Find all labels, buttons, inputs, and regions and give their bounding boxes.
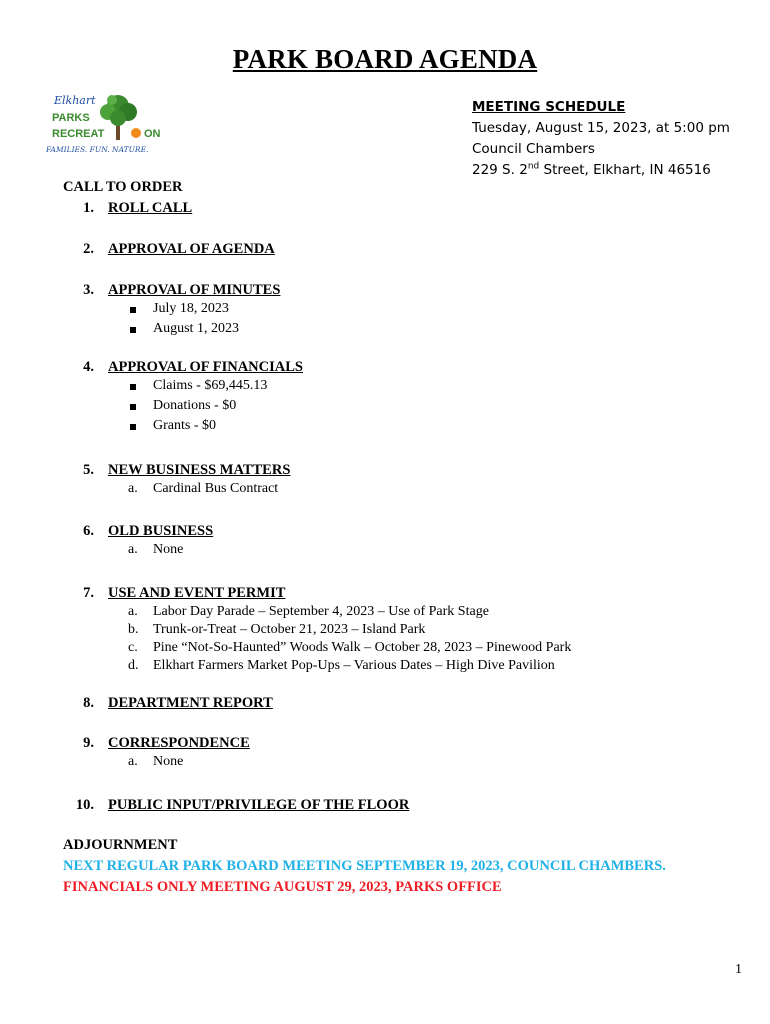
- sub-item-text: August 1, 2023: [153, 321, 239, 336]
- agenda-item-number: 5.: [83, 462, 94, 478]
- sub-item-letter: a.: [128, 542, 138, 557]
- page-title: PARK BOARD AGENDA: [232, 44, 538, 74]
- agenda-item-title: APPROVAL OF AGENDA: [108, 241, 275, 257]
- schedule-address: 229 S. 2nd Street, Elkhart, IN 46516: [472, 161, 711, 178]
- sub-item-text: Trunk-or-Treat – October 21, 2023 – Island Park: [153, 622, 426, 637]
- agenda-item-number: 7.: [83, 585, 94, 601]
- sub-item-text: Claims - $69,445.13: [153, 378, 268, 393]
- agenda-item-title: USE AND EVENT PERMIT: [108, 585, 286, 601]
- agenda-item-title: APPROVAL OF FINANCIALS: [108, 359, 303, 375]
- agenda-item-title: PUBLIC INPUT/PRIVILEGE OF THE FLOOR: [108, 797, 410, 813]
- logo-tagline: FAMILIES. FUN. NATURE.: [46, 145, 149, 154]
- square-bullet-icon: [130, 384, 136, 390]
- call-to-order: CALL TO ORDER: [63, 179, 183, 195]
- agenda-item-number: 6.: [83, 523, 94, 539]
- schedule-date: Tuesday, August 15, 2023, at 5:00 pm: [472, 120, 730, 136]
- sub-item-letter: a.: [128, 754, 138, 769]
- agenda-item-number: 4.: [83, 359, 94, 375]
- logo-elkhart-text: Elkhart: [54, 94, 96, 107]
- square-bullet-icon: [130, 404, 136, 410]
- agenda-item-title: APPROVAL OF MINUTES: [108, 282, 281, 298]
- agenda-item-number: 2.: [83, 241, 94, 257]
- next-meeting-notice: NEXT REGULAR PARK BOARD MEETING SEPTEMBER 19, 2023, COUNCIL CHAMBERS.: [63, 858, 666, 874]
- logo-recreation-text: RECREAT: [52, 128, 105, 140]
- page-number: 1: [735, 962, 742, 977]
- sub-item-letter: d.: [128, 658, 139, 673]
- square-bullet-icon: [130, 307, 136, 313]
- agenda-item-number: 1.: [83, 200, 94, 216]
- square-bullet-icon: [130, 327, 136, 333]
- agenda-item-title: DEPARTMENT REPORT: [108, 695, 273, 711]
- logo-parks-text: PARKS: [52, 112, 90, 124]
- schedule-location: Council Chambers: [472, 141, 595, 157]
- agenda-item-title: ROLL CALL: [108, 200, 193, 216]
- sub-item-letter: c.: [128, 640, 138, 655]
- agenda-item-number: 3.: [83, 282, 94, 298]
- logo-recreation-text-end: ON: [144, 128, 161, 140]
- sub-item-letter: a.: [128, 481, 138, 496]
- agenda-item-number: 8.: [83, 695, 94, 711]
- sub-item-text: None: [153, 542, 184, 557]
- sub-item-text: None: [153, 754, 184, 769]
- schedule-heading: MEETING SCHEDULE: [472, 99, 626, 115]
- sub-item-text: Grants - $0: [153, 418, 216, 433]
- agenda-item-title: OLD BUSINESS: [108, 523, 214, 539]
- square-bullet-icon: [130, 424, 136, 430]
- sub-item-text: July 18, 2023: [153, 301, 229, 316]
- agenda-item-number: 9.: [83, 735, 94, 751]
- elkhart-parks-logo: [44, 92, 168, 160]
- sub-item-text: Cardinal Bus Contract: [153, 481, 279, 496]
- sun-icon: [131, 128, 141, 138]
- sub-item-text: Donations - $0: [153, 398, 237, 413]
- agenda-item-title: CORRESPONDENCE: [108, 735, 250, 751]
- agenda-item-number: 10.: [75, 797, 94, 813]
- adjournment: ADJOURNMENT: [63, 837, 178, 853]
- sub-item-letter: b.: [128, 622, 139, 637]
- sub-item-text: Labor Day Parade – September 4, 2023 – Use of Park Stage: [153, 604, 489, 619]
- meeting-schedule: [472, 97, 730, 181]
- sub-item-text: Pine “Not-So-Haunted” Woods Walk – October 28, 2023 – Pinewood Park: [153, 640, 572, 655]
- financials-meeting-notice: FINANCIALS ONLY MEETING AUGUST 29, 2023, PARKS OFFICE: [63, 879, 502, 895]
- agenda-item-title: NEW BUSINESS MATTERS: [108, 462, 291, 478]
- sub-item-text: Elkhart Farmers Market Pop-Ups – Various Dates – High Dive Pavilion: [153, 658, 555, 673]
- sub-item-letter: a.: [128, 604, 138, 619]
